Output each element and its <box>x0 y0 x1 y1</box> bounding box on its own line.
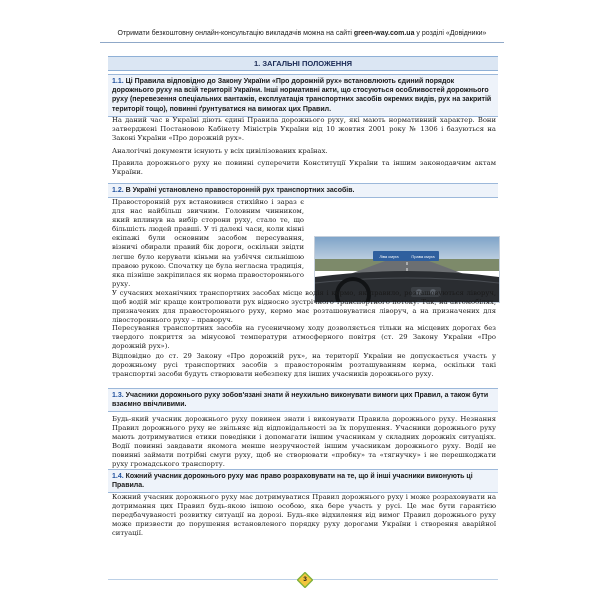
rule-1-2 <box>108 183 498 198</box>
document-page <box>100 26 504 592</box>
rule-text: Кожний учасник дорожнього руху має право розраховувати на те, що й інші учасники виконують ці Правила. <box>112 473 473 490</box>
rule-number: 1.3. <box>112 392 124 399</box>
paragraph: Пересування транспортних засобів на гусеничному ходу дозволяється тільки на місцевих дорогах без твердого покриття за мінусової температури атмосферного повітря (ст. 29 Закону України «Про дорожній рух»). <box>112 324 496 351</box>
rule-1-1 <box>108 74 498 117</box>
paragraph: Кожний учасник дорожнього руху має дотримуватися Правил дорожнього руху і може розраховувати на дотримання цих Правил будь-якою іншою особою, яка бере участь у русі. Це має бути гарантією передбачуваності розвитку ситуації на дорозі. Будь-яке відхилення від вимог Правил дорожнього руху може призвести до порушення встановленого порядку руху дорогами України і створення аварійної ситуації. <box>112 493 496 538</box>
sign-right-lane: Права смуга <box>411 254 435 259</box>
section-title: 1. ЗАГАЛЬНІ ПОЛОЖЕННЯ <box>108 56 498 71</box>
paragraph: У сучасних механічних транспортних засобах місце водія і кермо, як правило, розташовуються ліворуч, щоб водій міг краще контролювати рух відносно зустрічного транспортного потоку. Так, на автомобілях, призначених для правостороннього руху, кермо має розташовуватися ліворуч, а на призначених для лівостороннього руху – праворуч. <box>112 289 496 325</box>
rule-number: 1.1. <box>112 78 124 85</box>
paragraph: Правосторонній рух встановився стихійно і зараз є для нас найбільш звичним. Головним чинником, який вплинув на вибір сторони руху, стало те, що більшість людей правші. У ті далекі часи, коли кінні екіпажі були основним засобом пересування, візничі обирали правий бік дороги, оскільки звідти легше було керувати кіньми на узбіччя сильнішою правою рукою. Спочатку це була негласна традиція, яка пізніше закріпилася як норма правостороннього руху. <box>112 198 304 288</box>
rule-1-4 <box>108 469 498 493</box>
rule-number: 1.4. <box>112 473 124 480</box>
header-suffix: у розділі «Довідники» <box>414 30 487 37</box>
page-number: 3 <box>303 576 307 583</box>
paragraph: Відповідно до ст. 29 Закону «Про дорожній рух», на території України не допускається участь у дорожньому русі транспортних засобів з правостороннім розташуванням керма, оскільки такі транспортні засоби будуть створювати небезпеку для інших учасників дорожнього руху. <box>112 352 496 379</box>
header-site-link[interactable]: green-way.com.ua <box>353 30 415 37</box>
rule-number: 1.2. <box>112 187 124 194</box>
paragraph: Будь-який учасник дорожнього руху повинен знати і виконувати Правила дорожнього руху. Незнання Правил дорожнього руху не звільняє від відповідальності за їх порушення. Учасники дорожнього руху мають дотримуватися етики поведінки і допомагати іншим учасникам у складних дорожніх ситуаціях. Водії повинні завдавати якомога менше незручностей іншим учасникам дорожнього руху. Водії не повинні займати потрібні смуги руху, щоб не створювати «пробку» та «тягнучку» і не перешкоджати руху громадського транспорту. <box>112 415 496 469</box>
paragraph: На даний час в Україні діють єдині Правила дорожнього руху, які мають нормативний характер. Вони затверджені Постановою Кабінету Міністрів України від 10 жовтня 2001 року № 1306 і базуються на Законі України «Про дорожній рух». <box>112 116 496 143</box>
sign-left-lane: Ліва смуга <box>379 254 399 259</box>
paragraph: Правила дорожнього руху не повинні суперечити Конституції України та іншим законодавчим актам України. <box>112 159 496 177</box>
paragraph: Аналогічні документи існують у всіх цивілізованих країнах. <box>112 147 328 155</box>
rule-text: Учасники дорожнього руху зобов'язані знати й неухильно виконувати вимоги цих Правил, а також бути взаємно ввічливими. <box>112 392 489 409</box>
header-prefix: Отримати безкоштовну онлайн-консультацію викладачів можна на сайті <box>117 30 354 37</box>
rule-1-3 <box>108 388 498 412</box>
rule-text: Ці Правила відповідно до Закону України «Про дорожній рух» встановлюють єдиний порядок дорожнього руху на всій території України. Інші нормативні акти, що стосуються особливостей дорожнього руху (перевезення спеціальних вантажів, експлуатація транспортних засобів окремих видів, рух на закритій території тощо), повинні ґрунтуватися на вимогах цих Правил. <box>112 78 492 113</box>
page-header <box>100 26 504 43</box>
rule-text: В Україні установлено правосторонній рух транспортних засобів. <box>123 187 355 194</box>
